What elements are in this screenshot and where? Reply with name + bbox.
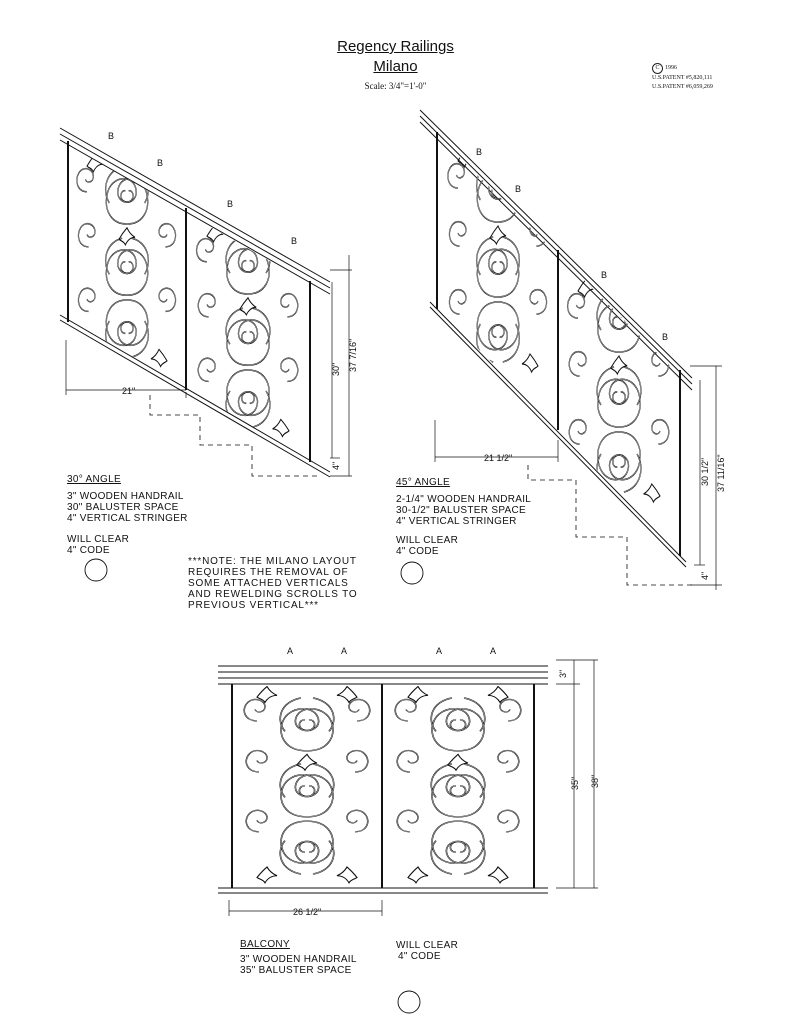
- stair45-dim-width: 21 1/2": [484, 453, 513, 463]
- stair45-angle-title: 45° ANGLE: [396, 477, 450, 488]
- balcony-dim-baluster: 35": [570, 776, 580, 790]
- patent-2: U.S.PATENT #6,059,269: [652, 84, 713, 90]
- stair45-dim-baluster: 30 1/2": [700, 457, 710, 486]
- stair30-dim-total: 37 7/16": [348, 338, 358, 372]
- stair45-clear-1: WILL CLEAR: [396, 535, 459, 546]
- balcony-code-circle: [398, 991, 420, 1013]
- balcony-marker-a4: A: [490, 646, 497, 656]
- patent-1: U.S.PATENT #5,820,111: [652, 75, 713, 81]
- stair30-marker-b2: B: [157, 158, 164, 168]
- balcony-marker-a1: A: [287, 646, 294, 656]
- stair45-marker-b2: B: [515, 184, 522, 194]
- balcony-dim-rail: 3": [558, 669, 568, 678]
- subtitle-text: Milano: [373, 58, 418, 75]
- stair30-marker-b3: B: [227, 199, 234, 209]
- stair45-dim-total: 37 11/16": [716, 454, 726, 492]
- balcony-marker-a2: A: [341, 646, 348, 656]
- balcony-dim-total: 38": [590, 774, 600, 788]
- stair30-spec-3: 4" VERTICAL STRINGER: [67, 513, 188, 524]
- stair45-marker-b3: B: [601, 270, 608, 280]
- balcony-spec-1: 3" WOODEN HANDRAIL: [240, 954, 357, 965]
- stair30-code-circle: [85, 559, 107, 581]
- balcony-spec-block: [240, 939, 357, 976]
- stair30-dim-width: 21": [122, 386, 136, 396]
- stair30-marker-b1: B: [108, 131, 115, 141]
- note-line-4: AND REWELDING SCROLLS TO: [188, 589, 358, 600]
- stair30-spec-1: 3" WOODEN HANDRAIL: [67, 491, 184, 502]
- balcony-spec-2: 35" BALUSTER SPACE: [240, 965, 352, 976]
- balcony-clear-1: WILL CLEAR: [396, 940, 459, 951]
- stair45-spec-block: [396, 477, 531, 557]
- stair30-marker-b4: B: [291, 236, 298, 246]
- stair45-spec-2: 30-1/2" BALUSTER SPACE: [396, 505, 527, 516]
- note-line-1: ***NOTE: THE MILANO LAYOUT: [188, 556, 357, 567]
- stair30-dim-stringer: 4": [331, 461, 341, 470]
- milano-note: [188, 556, 357, 611]
- stair45-clear-2: 4" CODE: [396, 546, 439, 557]
- stair30-clear-1: WILL CLEAR: [67, 534, 130, 545]
- note-line-3: SOME ATTACHED VERTICALS: [188, 578, 349, 589]
- stair30-spec-2: 30" BALUSTER SPACE: [67, 502, 179, 513]
- balcony-clear-2: 4" CODE: [398, 951, 441, 962]
- stair45-dim-stringer: 4": [700, 571, 710, 580]
- stair45-spec-3: 4" VERTICAL STRINGER: [396, 516, 517, 527]
- stair30-spec-block: [67, 474, 188, 556]
- stair30-clear-2: 4" CODE: [67, 545, 110, 556]
- copyright-icon: C: [652, 63, 663, 74]
- stair45-code-circle: [401, 562, 423, 584]
- copyright-year: 1996: [665, 65, 677, 71]
- title-text: Regency Railings: [337, 38, 454, 55]
- stair30-angle-title: 30° ANGLE: [67, 474, 121, 485]
- scale-label: Scale: 3/4"=1'-0": [364, 81, 427, 91]
- balcony-clear-block: [396, 940, 458, 962]
- note-line-5: PREVIOUS VERTICAL***: [188, 600, 319, 611]
- stair30-dim-baluster: 30": [331, 362, 341, 376]
- balcony-title: BALCONY: [240, 939, 290, 950]
- balcony-dim-width: 26 1/2": [293, 907, 322, 917]
- stair45-marker-b1: B: [476, 147, 483, 157]
- stair45-marker-b4: B: [662, 332, 669, 342]
- note-line-2: REQUIRES THE REMOVAL OF: [188, 567, 349, 578]
- stair45-spec-1: 2-1/4" WOODEN HANDRAIL: [396, 494, 532, 505]
- balcony-marker-a3: A: [436, 646, 443, 656]
